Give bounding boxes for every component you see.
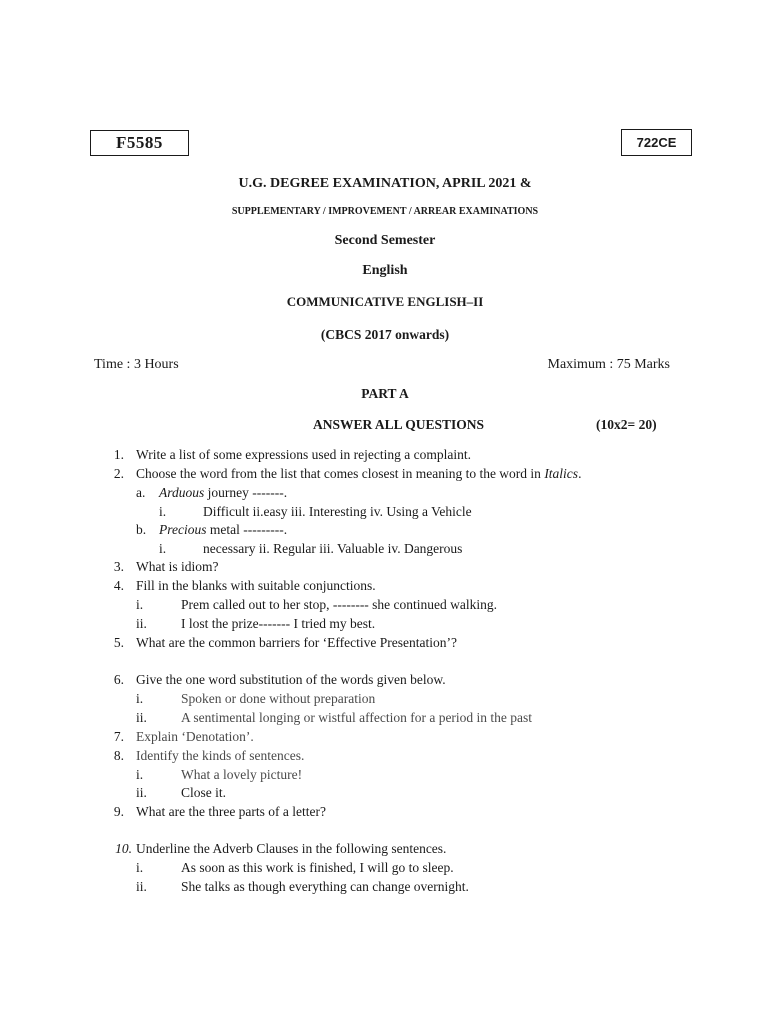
sub-question-label: i. <box>136 767 144 782</box>
question-text: Explain ‘Denotation’. <box>136 729 254 744</box>
choice-label: i. <box>159 504 167 519</box>
sub-question-text: Spoken or done without preparation <box>181 691 376 706</box>
question-number: 2. <box>113 466 124 481</box>
instruction: ANSWER ALL QUESTIONS <box>313 417 485 432</box>
option-label: b. <box>136 522 147 537</box>
question-text: Identify the kinds of sentences. <box>136 748 305 763</box>
question-text: Write a list of some expressions used in rejecting a complaint. <box>136 447 471 462</box>
question-text: Underline the Adverb Clauses in the following sentences. <box>136 841 447 856</box>
question-number: 5. <box>113 635 124 650</box>
exam-subtitle: SUPPLEMENTARY / IMPROVEMENT / ARREAR EXAMINATIONS <box>231 206 539 217</box>
part-heading: PART A <box>361 386 409 401</box>
question-paper-code-box: F5585 <box>90 130 189 156</box>
sub-question-label: ii. <box>136 616 147 631</box>
sub-question-text: A sentimental longing or wistful affection for a period in the past <box>181 710 533 725</box>
sub-question-label: ii. <box>136 879 147 894</box>
question-text: What are the common barriers for ‘Effective Presentation’? <box>136 635 457 650</box>
scheme: (CBCS 2017 onwards) <box>320 327 450 342</box>
question-number: 10. <box>115 841 132 856</box>
question-number: 4. <box>113 578 124 593</box>
question-text: What is idiom? <box>136 559 219 574</box>
semester: Second Semester <box>334 233 436 248</box>
question-text: What are the three parts of a letter? <box>136 804 327 819</box>
question-number: 6. <box>113 672 124 687</box>
option-label: a. <box>136 485 146 500</box>
question-text: Choose the word from the list that comes closest in meaning to the word in Italics. <box>136 466 582 481</box>
option-text: Arduous journey -------. <box>159 485 288 500</box>
subject: English <box>362 263 408 278</box>
sub-question-text: Close it. <box>181 785 227 800</box>
course-title: COMMUNICATIVE ENGLISH–II <box>286 294 484 309</box>
sub-question-text: I lost the prize------- I tried my best. <box>181 616 376 631</box>
question-number: 8. <box>113 748 124 763</box>
time-duration: Time : 3 Hours <box>94 357 179 372</box>
question-text: Give the one word substitution of the words given below. <box>136 672 446 687</box>
exam-title: U.G. DEGREE EXAMINATION, APRIL 2021 & <box>238 176 532 191</box>
question-number: 7. <box>113 729 124 744</box>
sub-question-text: As soon as this work is finished, I will go to sleep. <box>181 860 454 875</box>
option-text: Precious metal ---------. <box>159 522 288 537</box>
maximum-marks: Maximum : 75 Marks <box>547 357 670 372</box>
sub-question-label: ii. <box>136 785 147 800</box>
question-number: 9. <box>113 804 124 819</box>
question-text: Fill in the blanks with suitable conjunctions. <box>136 578 376 593</box>
sub-question-text: What a lovely picture! <box>181 767 303 782</box>
choice-label: i. <box>159 541 167 556</box>
choice-text: necessary ii. Regular iii. Valuable iv. Dangerous <box>203 541 463 556</box>
marks-scheme: (10x2= 20) <box>596 417 657 432</box>
choice-text: Difficult ii.easy iii. Interesting iv. Using a Vehicle <box>203 504 472 519</box>
sub-question-label: ii. <box>136 710 147 725</box>
sub-question-label: i. <box>136 691 144 706</box>
subject-code-box: 722CE <box>621 129 692 156</box>
sub-question-text: Prem called out to her stop, -------- she continued walking. <box>181 597 498 612</box>
sub-question-label: i. <box>136 597 144 612</box>
question-number: 1. <box>113 447 124 462</box>
sub-question-text: She talks as though everything can change overnight. <box>181 879 469 894</box>
question-number: 3. <box>113 559 124 574</box>
sub-question-label: i. <box>136 860 144 875</box>
